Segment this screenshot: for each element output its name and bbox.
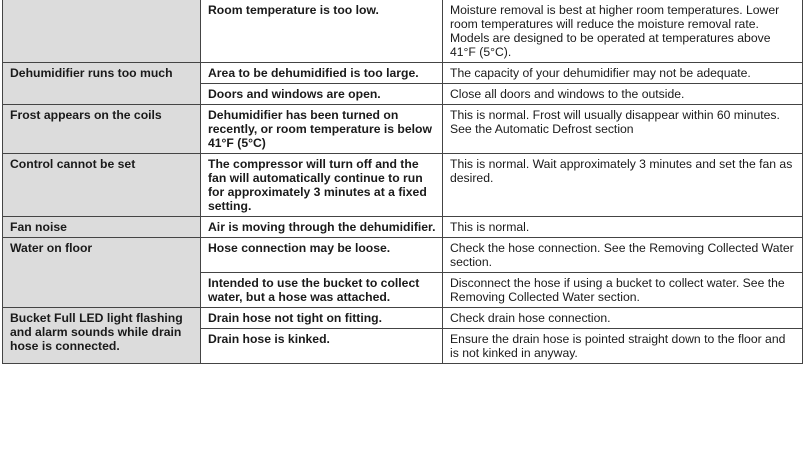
- cause-cell: Intended to use the bucket to collect water, but a hose was attached.: [201, 273, 443, 308]
- remedy-cell: Check the hose connection. See the Removing Collected Water section.: [443, 238, 803, 273]
- problem-cell: [3, 0, 201, 63]
- cause-cell: Room temperature is too low.: [201, 0, 443, 63]
- cause-cell: Hose connection may be loose.: [201, 238, 443, 273]
- problem-cell: Fan noise: [3, 217, 201, 238]
- problem-cell: Dehumidifier runs too much: [3, 63, 201, 105]
- remedy-cell: This is normal. Frost will usually disappear within 60 minutes. See the Automatic Defrost section: [443, 105, 803, 154]
- remedy-cell: Disconnect the hose if using a bucket to collect water. See the Removing Collected Water section.: [443, 273, 803, 308]
- problem-cell: Control cannot be set: [3, 154, 201, 217]
- remedy-cell: Moisture removal is best at higher room temperatures. Lower room temperatures will reduce the moisture removal rate. Models are designed to be operated at temperatures above 41°F (5°C).: [443, 0, 803, 63]
- troubleshooting-table: [2, 0, 803, 364]
- cause-cell: Doors and windows are open.: [201, 84, 443, 105]
- cause-cell: The compressor will turn off and the fan will automatically continue to run for approximately 3 minutes at a fixed setting.: [201, 154, 443, 217]
- remedy-cell: The capacity of your dehumidifier may not be adequate.: [443, 63, 803, 84]
- remedy-cell: Ensure the drain hose is pointed straight down to the floor and is not kinked in anyway.: [443, 329, 803, 364]
- table-row: [3, 154, 803, 217]
- remedy-cell: This is normal. Wait approximately 3 minutes and set the fan as desired.: [443, 154, 803, 217]
- remedy-cell: This is normal.: [443, 217, 803, 238]
- problem-cell: Water on floor: [3, 238, 201, 308]
- cause-cell: Area to be dehumidified is too large.: [201, 63, 443, 84]
- problem-cell: Frost appears on the coils: [3, 105, 201, 154]
- table-row: [3, 238, 803, 273]
- table-row: [3, 308, 803, 329]
- table-row: [3, 63, 803, 84]
- cause-cell: Dehumidifier has been turned on recently, or room temperature is below 41°F (5°C): [201, 105, 443, 154]
- remedy-cell: Close all doors and windows to the outside.: [443, 84, 803, 105]
- problem-cell: Bucket Full LED light flashing and alarm sounds while drain hose is connected.: [3, 308, 201, 364]
- table-row: [3, 217, 803, 238]
- cause-cell: Drain hose not tight on fitting.: [201, 308, 443, 329]
- remedy-cell: Check drain hose connection.: [443, 308, 803, 329]
- table-row: [3, 0, 803, 63]
- cause-cell: Air is moving through the dehumidifier.: [201, 217, 443, 238]
- table-row: [3, 105, 803, 154]
- cause-cell: Drain hose is kinked.: [201, 329, 443, 364]
